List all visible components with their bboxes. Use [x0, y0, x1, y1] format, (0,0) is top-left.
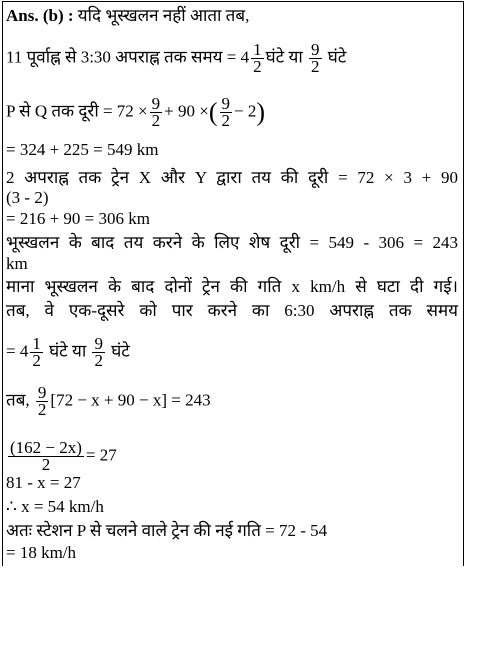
- time-text: 11 पूर्वाह्न से 3:30 अपराह्न तक समय: [6, 47, 223, 67]
- answer-heading: [6, 6, 249, 26]
- fraction: [150, 96, 163, 129]
- fraction-denominator: 2: [221, 111, 231, 130]
- solve-step: 81 - x = 27: [6, 473, 81, 492]
- fraction-numerator: 9: [221, 94, 231, 113]
- then-text: तब,: [6, 390, 30, 410]
- covered-distance-cont: (3 - 2): [6, 188, 49, 207]
- remaining-distance-unit: km: [6, 254, 28, 273]
- fraction-denominator: 2: [37, 400, 47, 419]
- crossing-equals: = 4: [6, 341, 29, 361]
- answer-intro: यदि भूस्खलन नहीं आता तब,: [77, 6, 250, 25]
- distance-result: = 324 + 225 = 549 km: [6, 140, 159, 159]
- distance-text: P से Q तक दूरी = 72 ×: [6, 101, 148, 121]
- fraction-denominator: 2: [151, 111, 161, 130]
- bracket-expression: [72 − x + 90 − x] = 243: [50, 390, 211, 410]
- distance-term: + 90 ×: [164, 101, 209, 121]
- time-unit: घंटे: [327, 47, 347, 67]
- remaining-distance-line: भूस्खलन के बाद तय करने के लिए शेष दूरी = 549 - 306 = 243: [6, 233, 458, 252]
- distance-minus: − 2: [234, 101, 257, 121]
- equals-27: = 27: [85, 445, 117, 465]
- fraction-numerator: 9: [94, 334, 103, 353]
- solve-result: ∴ x = 54 km/h: [6, 497, 104, 516]
- simplified-equation: [6, 440, 117, 473]
- fraction-nine-halves: [92, 336, 105, 369]
- covered-distance-line: 2 अपराह्न तक ट्रेन X और Y द्वारा तय की दूरी = 72 × 3 + 90: [6, 168, 458, 187]
- fraction-nine-halves: [36, 385, 49, 418]
- open-paren: (: [208, 97, 218, 127]
- fraction-denominator: 2: [253, 57, 262, 76]
- fraction-half: [30, 336, 43, 369]
- assumption-line: माना भूस्खलन के बाद दोनों ट्रेन की गति x km/h से घटा दी गई।: [6, 277, 458, 296]
- speed-equation: [6, 385, 211, 418]
- fraction-half: [251, 42, 264, 75]
- crossing-time-value: [6, 336, 130, 369]
- time-or: घंटे या: [265, 47, 303, 67]
- fraction-numerator: (162 − 2x): [10, 438, 82, 457]
- time-line: [6, 42, 346, 75]
- fraction-denominator: 2: [94, 351, 103, 370]
- fraction: [220, 96, 233, 129]
- answer-label: Ans. (b) :: [6, 6, 74, 25]
- time-equals: = 4: [226, 47, 250, 67]
- fraction-numerator: 9: [151, 94, 161, 113]
- crossing-unit: घंटे: [111, 341, 130, 361]
- crossing-or: घंटे या: [49, 341, 87, 361]
- crossing-time-line: तब, वे एक-दूसरे को पार करने का 6:30 अपराह्न तक समय: [6, 301, 458, 320]
- fraction-numerator: 1: [32, 334, 41, 353]
- fraction-denominator: 2: [32, 351, 41, 370]
- fraction-numerator: 9: [37, 383, 47, 402]
- fraction-denominator: 2: [311, 57, 320, 76]
- fraction-numerator: 1: [253, 40, 262, 59]
- fraction-nine-halves: [309, 42, 322, 75]
- covered-distance-result: = 216 + 90 = 306 km: [6, 209, 150, 228]
- fraction-denominator: 2: [41, 455, 51, 474]
- close-paren: ): [256, 97, 266, 127]
- distance-equation: [6, 96, 265, 129]
- fraction-numerator: 9: [311, 40, 320, 59]
- fraction-expression: [8, 440, 84, 473]
- new-speed-line: अतः स्टेशन P से चलने वाले ट्रेन की नई गति = 72 - 54: [6, 521, 328, 540]
- new-speed-result: = 18 km/h: [6, 543, 77, 562]
